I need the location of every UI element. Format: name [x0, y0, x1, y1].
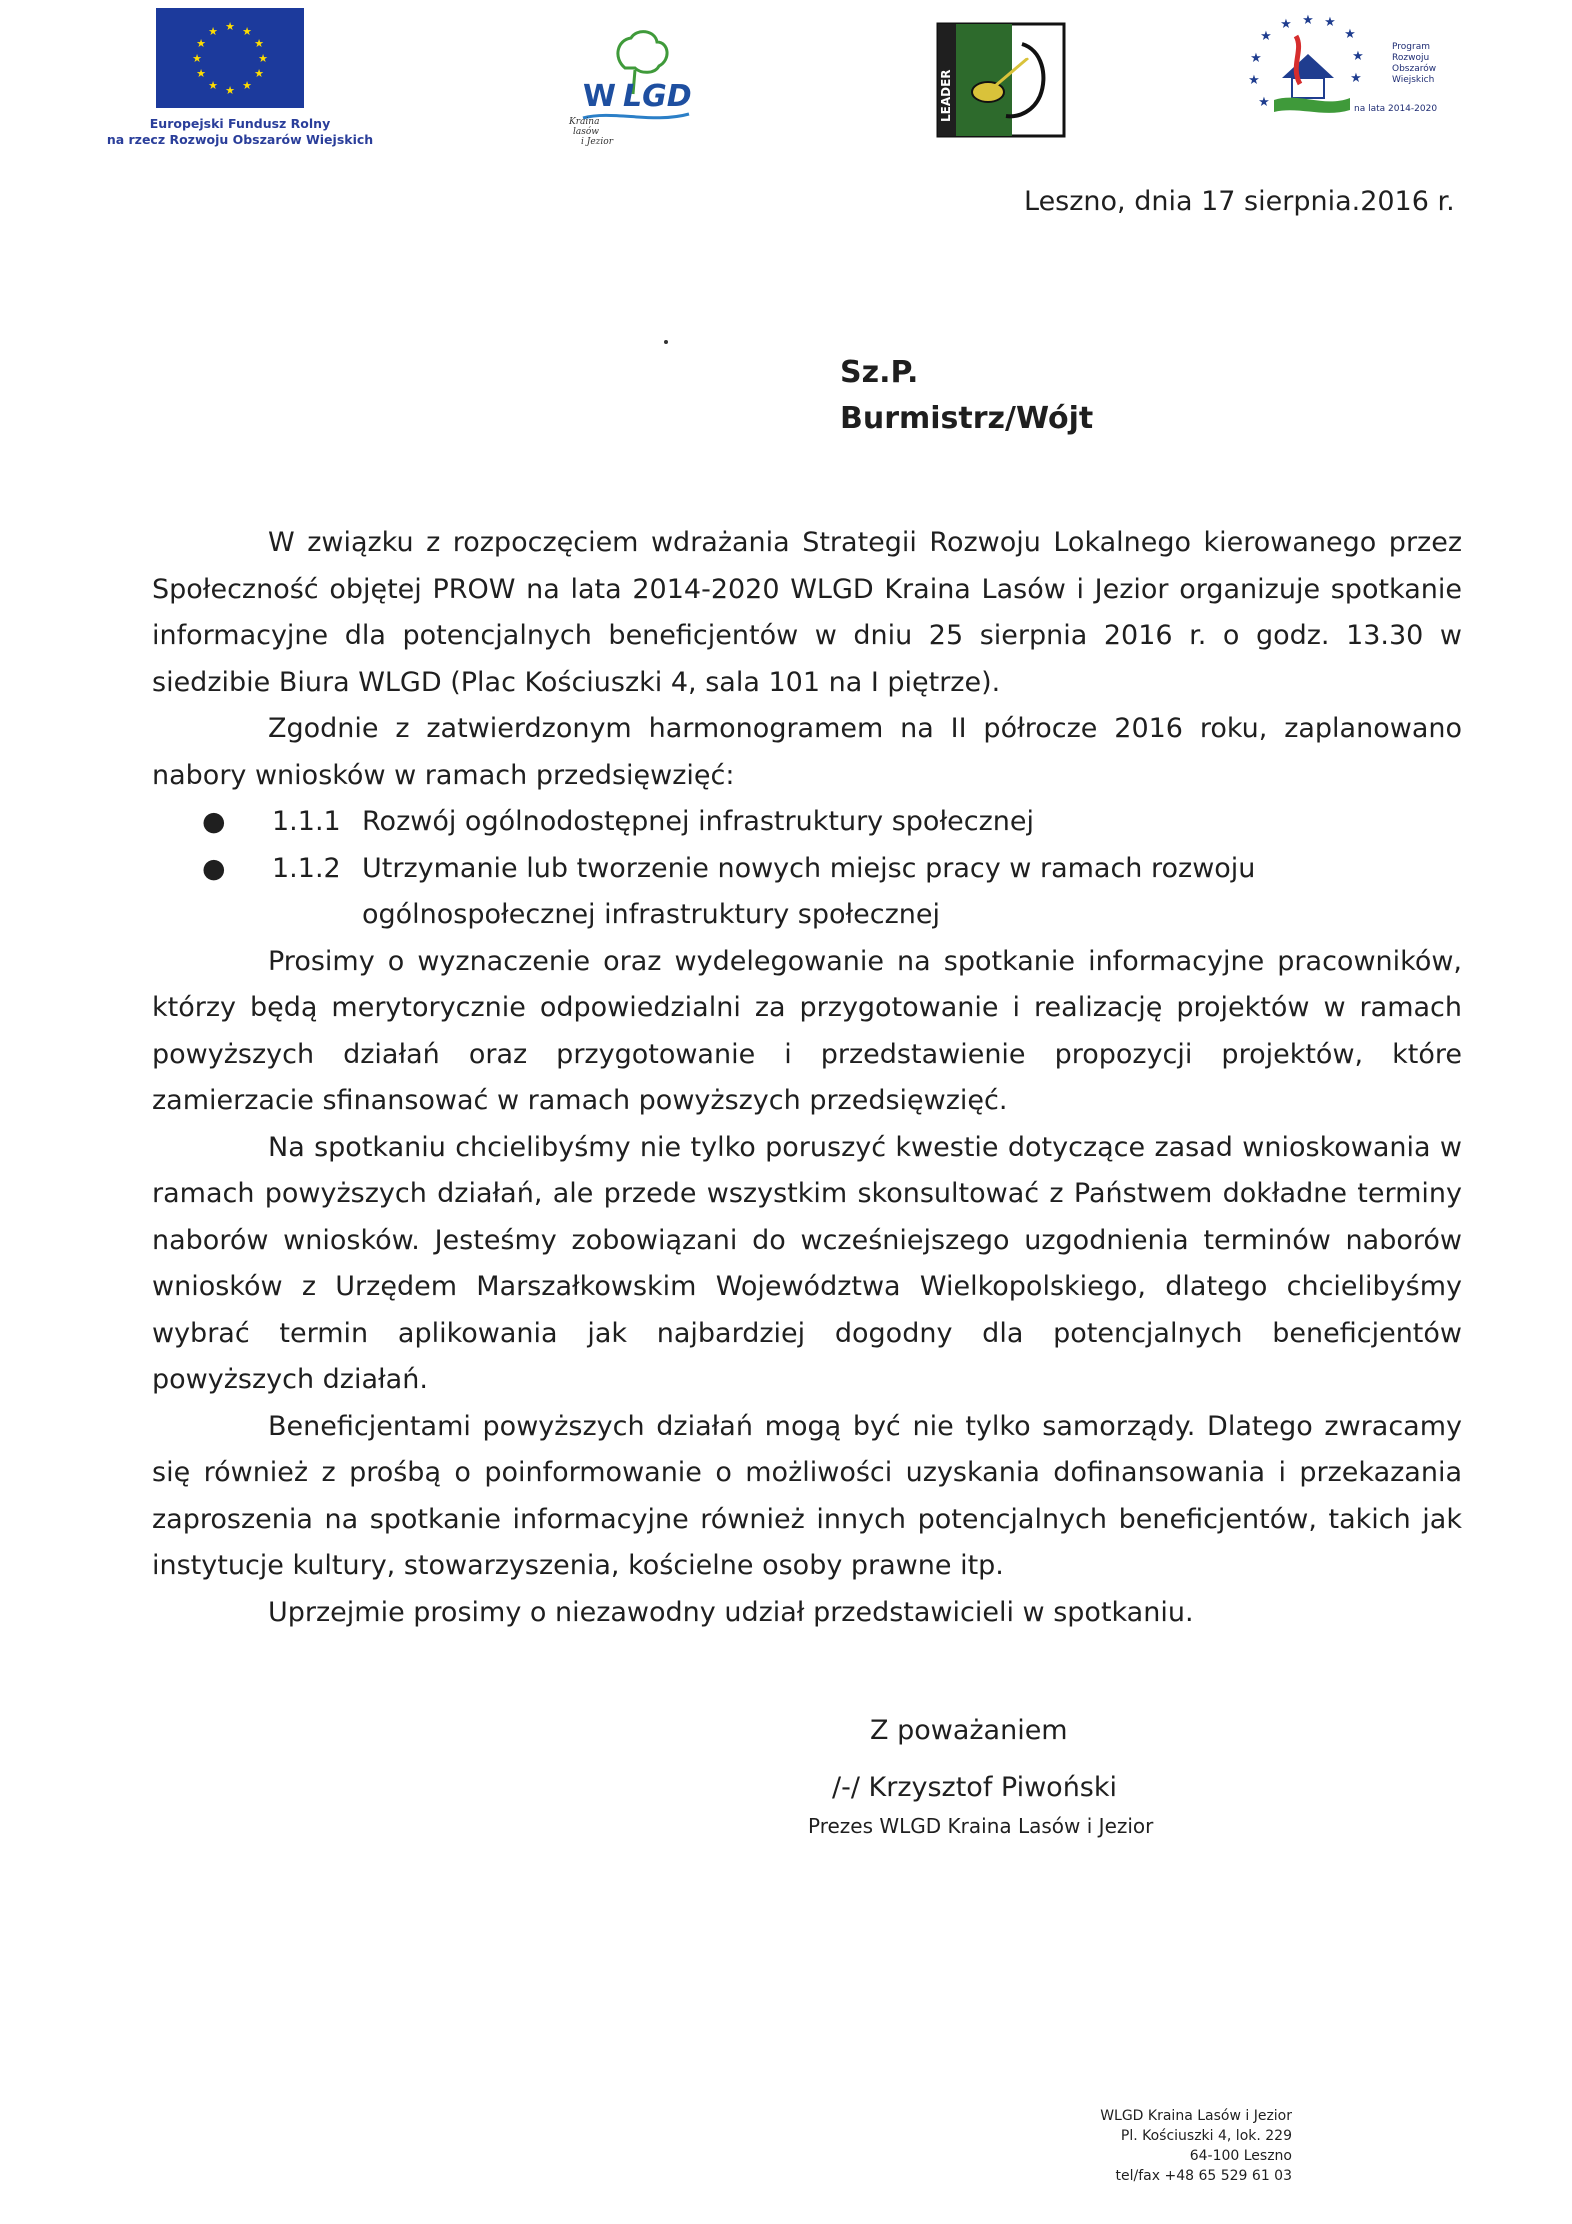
- svg-text:LGD: LGD: [623, 79, 692, 114]
- wlgd-logo: [563, 28, 703, 148]
- svg-text:★: ★: [208, 79, 218, 92]
- svg-text:lasów: lasów: [573, 127, 599, 137]
- closing: Z poważaniem: [870, 1715, 1068, 1746]
- svg-text:★: ★: [254, 37, 264, 50]
- place-date: Leszno, dnia 17 sierpnia.2016 r.: [1024, 186, 1455, 217]
- eu-fund-logo: [90, 8, 390, 158]
- svg-text:★: ★: [258, 52, 268, 65]
- svg-text:★: ★: [225, 20, 235, 33]
- addressee-line1: Sz.P.: [840, 355, 919, 390]
- addressee: [840, 350, 1093, 442]
- bullet-icon: ●: [202, 806, 226, 837]
- prow-line3: Obszarów: [1392, 64, 1437, 74]
- svg-text:★: ★: [1324, 15, 1336, 30]
- svg-text:★: ★: [196, 67, 206, 80]
- svg-text:★: ★: [1280, 17, 1292, 32]
- svg-text:Kraina: Kraina: [569, 117, 600, 127]
- svg-text:★: ★: [208, 25, 218, 38]
- item-text: Rozwój ogólnodostępnej infrastruktury społecznej: [362, 806, 1034, 837]
- footer-line3: 64-100 Leszno: [1189, 2148, 1292, 2164]
- prow-line4: Wiejskich: [1392, 75, 1435, 85]
- leader-text: LEADER: [939, 69, 953, 122]
- bullet-icon: ●: [202, 852, 226, 884]
- svg-text:★: ★: [1302, 14, 1314, 28]
- list-item: [152, 799, 1462, 846]
- svg-text:★: ★: [225, 84, 235, 97]
- scan-speck: [664, 340, 668, 344]
- leader-logo: [936, 22, 1066, 138]
- eu-caption-line2: na rzecz Rozwoju Obszarów Wiejskich: [106, 132, 374, 147]
- svg-text:★: ★: [196, 37, 206, 50]
- item-text: Utrzymanie lub tworzenie nowych miejsc pracy w ramach rozwoju: [362, 852, 1256, 884]
- footer-line4: tel/fax +48 65 529 61 03: [1115, 2168, 1292, 2184]
- svg-text:★: ★: [192, 52, 202, 65]
- footer-address: [1100, 2106, 1292, 2186]
- item-continuation: ogólnospołecznej infrastruktury społecznej: [362, 899, 941, 930]
- letter-body: [152, 520, 1462, 1636]
- signature-name: /-/ Krzysztof Piwoński: [832, 1772, 1118, 1803]
- signature-title: Prezes WLGD Kraina Lasów i Jezior: [808, 1814, 1154, 1838]
- list-item: [152, 846, 1462, 939]
- footer-line2: Pl. Kościuszki 4, lok. 229: [1120, 2128, 1292, 2144]
- item-number: 1.1.2: [272, 852, 341, 884]
- svg-text:★: ★: [1352, 49, 1364, 64]
- paragraph-4: Na spotkaniu chcielibyśmy nie tylko poruszyć kwestie dotyczące zasad wnioskowania w ramach powyższych działań, ale przede wszystkim skonsultować z Państwem dokładne terminy naborów wniosków. Jesteśmy zobowiązani do wcześniejszego uzgodnienia terminów naborów wniosków z Urzędem Marszałkowskim Województwa Wielkopolskiego, dlatego chcielibyśmy wybrać termin aplikowania jak najbardziej dogodny dla potencjalnych beneficjentów powyższych działań.: [152, 1131, 1462, 1395]
- svg-text:★: ★: [242, 79, 252, 92]
- svg-text:★: ★: [1248, 73, 1260, 88]
- svg-text:i Jezior: i Jezior: [581, 137, 614, 147]
- svg-text:★: ★: [242, 25, 252, 38]
- paragraph-6: Uprzejmie prosimy o niezawodny udział przedstawicieli w spotkaniu.: [268, 1596, 1194, 1628]
- footer-line1: WLGD Kraina Lasów i Jezior: [1100, 2108, 1292, 2124]
- svg-text:★: ★: [1344, 27, 1356, 42]
- eu-caption: [90, 116, 390, 148]
- paragraph-3: Prosimy o wyznaczenie oraz wydelegowanie na spotkanie informacyjne pracowników, którzy będą merytorycznie odpowiedzialni za przygotowanie i realizację projektów w ramach powyższych działań oraz przygotowanie i przedstawienie propozycji projektów, które zamierzacie sfinansować w ramach powyższych przedsięwzięć.: [152, 945, 1462, 1116]
- eu-caption-line1: Europejski Fundusz Rolny: [149, 116, 331, 131]
- svg-text:★: ★: [254, 67, 264, 80]
- paragraph-1: W związku z rozpoczęciem wdrażania Strategii Rozwoju Lokalnego kierowanego przez Społeczność objętej PROW na lata 2014-2020 WLGD Kraina Lasów i Jezior organizuje spotkanie informacyjne dla potencjalnych beneficjentów w dniu 25 sierpnia 2016 r. o godz. 13.30 w siedzibie Biura WLGD (Plac Kościuszki 4, sala 101 na I piętrze).: [152, 527, 1462, 698]
- item-number: 1.1.1: [272, 806, 341, 837]
- prow-years: na lata 2014-2020: [1354, 104, 1438, 114]
- prow-line1: Program: [1392, 42, 1430, 52]
- svg-text:★: ★: [1260, 29, 1272, 44]
- prow-text: [1392, 42, 1436, 86]
- prow-line2: Rozwoju: [1392, 53, 1430, 63]
- project-list: [152, 799, 1462, 939]
- svg-text:★: ★: [1350, 71, 1362, 86]
- paragraph-5: Beneficjentami powyższych działań mogą być nie tylko samorządy. Dlatego zwracamy się również z prośbą o poinformowanie o możliwości uzyskania dofinansowania i przekazania zaproszenia na spotkanie informacyjne również innych potencjalnych beneficjentów, takich jak instytucje kultury, stowarzyszenia, kościelne osoby prawne itp.: [152, 1410, 1462, 1581]
- svg-text:★: ★: [1250, 51, 1262, 66]
- svg-text:W: W: [583, 79, 617, 114]
- svg-text:★: ★: [1258, 95, 1270, 110]
- addressee-line2: Burmistrz/Wójt: [840, 401, 1094, 436]
- eu-flag-icon: [156, 8, 304, 108]
- prow-logo: [1246, 14, 1446, 124]
- paragraph-2: Zgodnie z zatwierdzonym harmonogramem na II półrocze 2016 roku, zaplanowano nabory wniosków w ramach przedsięwzięć:: [152, 713, 1462, 791]
